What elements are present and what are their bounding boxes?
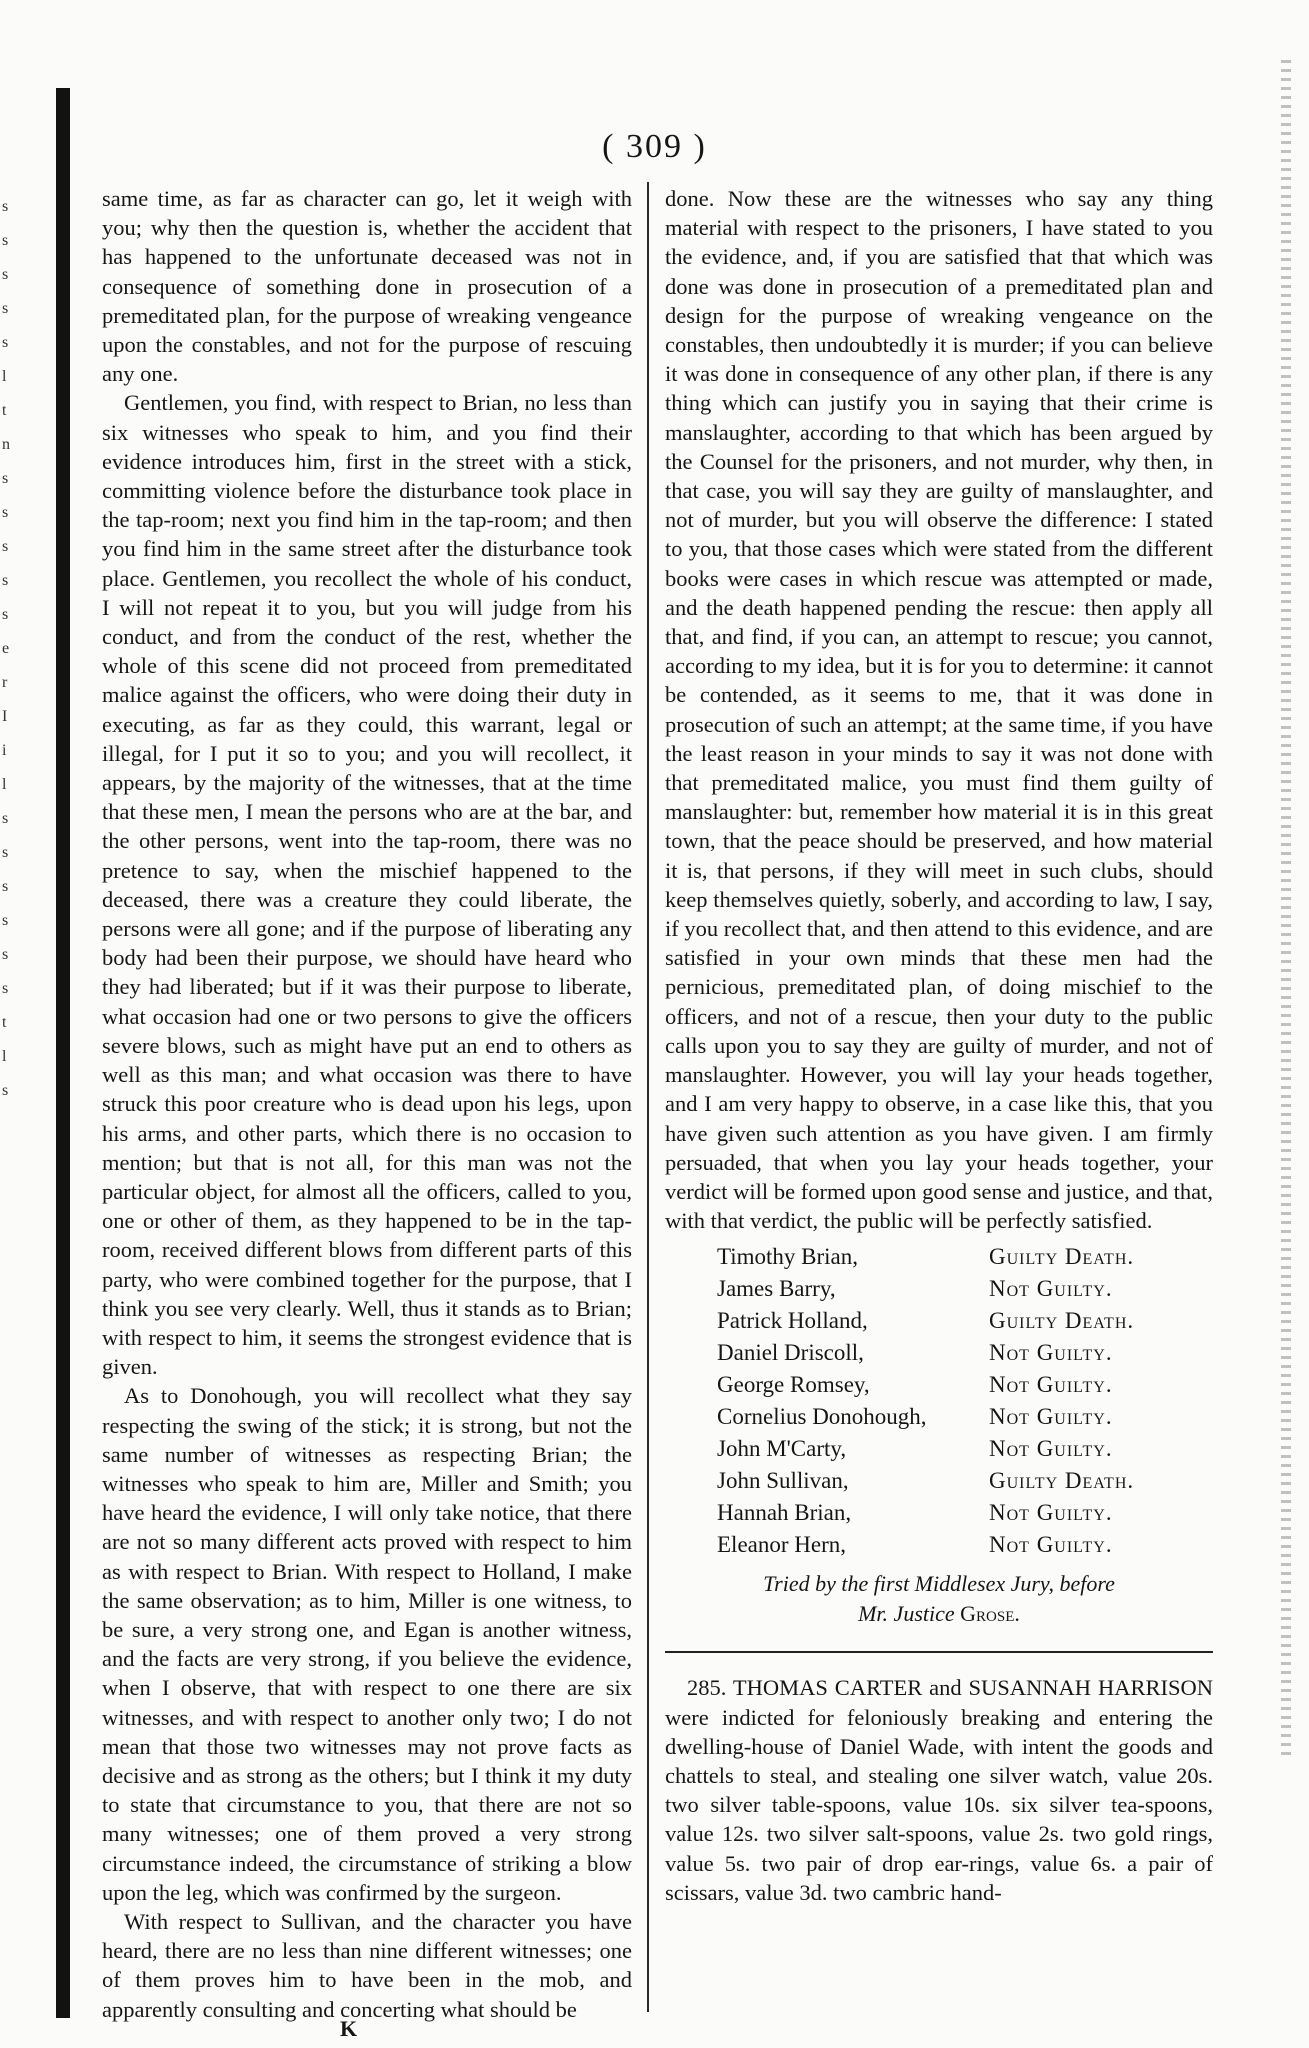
case-separator: [665, 1651, 1213, 1653]
verdict-row: [717, 1465, 1213, 1497]
margin-fragment: l: [2, 1048, 7, 1065]
prisoner-name: Patrick Holland,: [717, 1308, 868, 1334]
prisoner-name: Eleanor Hern,: [717, 1532, 846, 1558]
margin-fragment: I: [2, 708, 8, 725]
margin-fragment: s: [2, 844, 9, 861]
verdict-result: Not Guilty.: [989, 1276, 1113, 1302]
margin-fragment: l: [2, 368, 7, 385]
margin-fragment: s: [2, 232, 9, 249]
verdict-result: Not Guilty.: [989, 1436, 1113, 1462]
prisoner-name: John Sullivan,: [717, 1468, 849, 1494]
margin-fragment: i: [2, 742, 7, 759]
margin-fragment: n: [2, 436, 10, 453]
verdict-row: [717, 1529, 1213, 1561]
left-column: [102, 184, 632, 2024]
column-divider: [647, 182, 649, 2012]
verdict-row: [717, 1433, 1213, 1465]
verdict-result: Guilty Death.: [989, 1244, 1135, 1270]
margin-fragment: s: [2, 470, 9, 487]
margin-fragment: s: [2, 878, 9, 895]
verdict-row: [717, 1497, 1213, 1529]
margin-fragment: t: [2, 1014, 7, 1031]
verdict-result: Not Guilty.: [989, 1532, 1113, 1558]
margin-fragment: s: [2, 980, 9, 997]
verdict-list: [717, 1241, 1213, 1561]
margin-fragment: s: [2, 572, 9, 589]
margin-fragment: s: [2, 266, 9, 283]
verdict-result: Guilty Death.: [989, 1308, 1135, 1334]
margin-fragment: s: [2, 504, 9, 521]
case-285: [665, 1673, 1213, 1907]
margin-fragment: s: [2, 810, 9, 827]
case-paragraph: 285. THOMAS CARTER and SUSANNAH HARRISON were indicted for feloniously breaking and entering the dwelling-house of Daniel Wade, with intent the goods and chattels to steal, and stealing one silver watch, value 20s. two silver table-spoons, value 10s. six silver tea-spoons, value 12s. two silver salt-spoons, value 2s. two gold rings, value 5s. two pair of drop ear-rings, value 6s. a pair of scissars, value 3d. two cambric hand-: [665, 1675, 1213, 1905]
binding-shadow: [56, 88, 70, 2018]
prisoner-name: Cornelius Donohough,: [717, 1404, 927, 1430]
tried-line: Tried by the first Middlesex Jury, before: [763, 1571, 1115, 1597]
margin-fragment: e: [2, 640, 10, 657]
margin-fragment: s: [2, 300, 9, 317]
verdict-result: Not Guilty.: [989, 1372, 1113, 1398]
margin-fragment: l: [2, 776, 7, 793]
margin-fragment: s: [2, 946, 9, 963]
verdict-row: [717, 1369, 1213, 1401]
verdict-row: [717, 1241, 1213, 1273]
prisoner-name: George Romsey,: [717, 1372, 870, 1398]
margin-fragment: t: [2, 402, 7, 419]
right-column: [665, 184, 1213, 1907]
justice-name: Grose.: [960, 1601, 1020, 1627]
verdict-row: [717, 1401, 1213, 1433]
margin-fragment: s: [2, 912, 9, 929]
prisoner-name: John M'Carty,: [717, 1436, 847, 1462]
paragraph: Gentlemen, you find, with respect to Brian, no less than six witnesses who speak to him, and you find their evidence introduces him, first in the street with a stick, committing violence before the disturbance took place in the tap-room; next you find him in the tap-room; and then you find him in the same street after the disturbance took place. Gentlemen, you recollect the whole of his conduct, I will not repeat it to you, but you will judge from his conduct, and from the conduct of the rest, whether the whole of this scene did not proceed from premeditated malice against the officers, who were doing their duty in executing, as far as they could, this warrant, legal or illegal, for I put it so to you; and you will recollect, it appears, by the majority of the witnesses, that at the time that these men, I mean the persons who are at the bar, and the other persons, went into the tap-room, there was no pretence to say, when the mischief happened to the deceased, there was a creature they could liberate, the persons were all gone; and if the purpose of liberating any body had been their purpose, we should have heard who they had liberated; but if it was their purpose to liberate, what occasion had one or two persons to give the officers severe blows, such as might have put an end to others as well as this man; and what occasion was there to have struck this poor creature who is dead upon his legs, upon his arms, and other parts, which there is no occasion to mention; but that is not all, for this man was not the particular object, for almost all the officers, called to you, one or other of them, as they happened to be in the tap-room, received different blows from different parts of this party, who were combined together for the purpose, that I think you see very clearly. Well, thus it stands as to Brian; with respect to him, it seems the strongest evidence that is given.: [102, 390, 632, 1380]
margin-fragment: s: [2, 606, 9, 623]
paragraph: As to Donohough, you will recollect what they say respecting the swing of the stick; it is strong, but not the same number of witnesses as respecting Brian; the witnesses who speak to him are, Miller and Smith; you have heard the evidence, I will only take notice, that there are not so many different acts proved with respect to him as with respect to Brian. With respect to Holland, I make the same observation; as to him, Miller is one witness, to be sure, a very strong one, and Egan is another witness, and the facts are very strong, if you believe the evidence, when I observe, that with respect to one there are six witnesses, and with respect to another only two; I do not mean that those two witnesses may not prove facts as decisive and as strong as the others; but I think it my duty to state that circumstance to you, that there are not so many witnesses; one of them proved a very strong circumstance indeed, the circumstance of striking a blow upon the leg, which was confirmed by the surgeon.: [102, 1383, 632, 1905]
margin-fragment: s: [2, 538, 9, 555]
tried-line: [665, 1599, 1213, 1629]
margin-fragment: s: [2, 198, 9, 215]
verdict-row: [717, 1337, 1213, 1369]
verdict-result: Guilty Death.: [989, 1468, 1135, 1494]
prisoner-name: James Barry,: [717, 1276, 836, 1302]
verdict-result: Not Guilty.: [989, 1404, 1113, 1430]
margin-fragment: s: [2, 334, 9, 351]
page-number: ( 309 ): [602, 128, 707, 165]
verdict-result: Not Guilty.: [989, 1500, 1113, 1526]
verdict-row: [717, 1273, 1213, 1305]
tried-by-note: [665, 1569, 1213, 1629]
paragraph: With respect to Sullivan, and the character you have heard, there are no less than nine different witnesses; one of them proves him to have been in the mob, and apparently consulting and concerting what should be: [102, 1908, 632, 2022]
margin-fragment: s: [2, 1082, 9, 1099]
page-edge-noise: [1281, 60, 1291, 1760]
margin-fragments: [2, 190, 28, 1108]
prisoner-name: Hannah Brian,: [717, 1500, 852, 1526]
verdict-row: [717, 1305, 1213, 1337]
verdict-result: Not Guilty.: [989, 1340, 1113, 1366]
prisoner-name: Daniel Driscoll,: [717, 1340, 864, 1366]
margin-fragment: r: [2, 674, 8, 691]
paragraph: done. Now these are the witnesses who say any thing material with respect to the prisoners, I have stated to you the evidence, and, if you are satisfied that that which was done was done in prosecution of a premeditated plan and design for the purpose of wreaking vengeance on the constables, then undoubtedly it is murder; if you can believe it was done in consequence of any other plan, if there is any thing which can justify you in saying that their crime is manslaughter, according to that which has been argued by the Counsel for the prisoners, and not murder, why then, in that case, you will say they are guilty of manslaughter, and not of murder, but you will observe the difference: I stated to you, that those cases which were stated from the different books were cases in which rescue was attempted or made, and the death happened pending the rescue: then apply all that, and find, if you can, an attempt to rescue; you cannot, according to my idea, but it is for you to determine: it cannot be contended, as it seems to me, that it was done in prosecution of such an attempt; at the same time, if you have the least reason in your minds to say it was not done with that premeditated malice, you must find them guilty of manslaughter: but, remember how material it is in this great town, that the peace should be preserved, and how material it is, that persons, if they will meet in such clubs, should keep themselves quietly, soberly, and according to law, I say, if you recollect that, and then attend to this evidence, and are satisfied in your own minds that these men had the pernicious, premeditated plan, of doing mischief to the officers, and not of a rescue, then your duty to the public calls upon you to say they are guilty of murder, and not of manslaughter. However, you will lay your heads together, and I am very happy to observe, in a case like this, that you have given such attention as you have given. I am firmly persuaded, that when you lay your heads together, your verdict will be formed upon good sense and justice, and that, with that verdict, the public will be perfectly satisfied.: [665, 186, 1213, 1234]
signature-mark: K: [340, 2016, 358, 2041]
paragraph: same time, as far as character can go, let it weigh with you; why then the question is, whether the accident that has happened to the unfortunate deceased was not in consequence of something done in prosecution of a premeditated plan, for the purpose of wreaking vengeance upon the constables, and not for the purpose of rescuing any one.: [102, 186, 632, 387]
prisoner-name: Timothy Brian,: [717, 1244, 859, 1270]
justice-title: Mr. Justice: [858, 1601, 955, 1627]
